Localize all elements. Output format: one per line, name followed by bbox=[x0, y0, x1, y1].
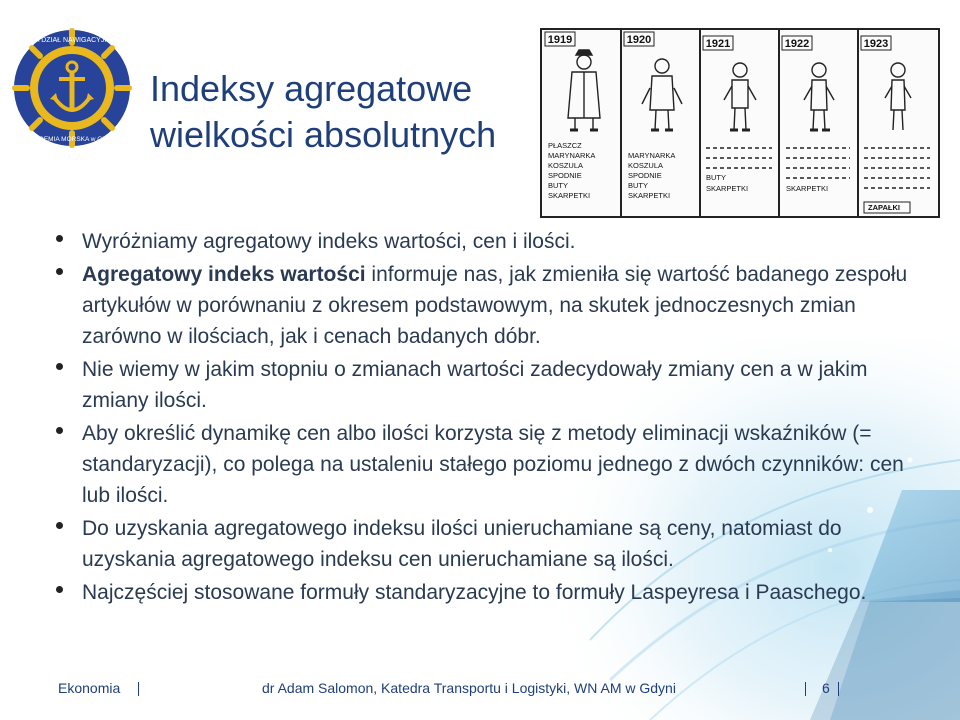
bullet-dot-icon bbox=[56, 586, 63, 593]
bullet-item bbox=[54, 226, 934, 257]
bullet-dot-icon bbox=[56, 235, 63, 242]
footer-divider bbox=[138, 682, 139, 696]
comic-year-1919: 1919 bbox=[547, 34, 573, 46]
bullet-item bbox=[54, 513, 934, 575]
footer-divider bbox=[838, 682, 839, 696]
comic-1920-item-4: BUTY bbox=[628, 181, 649, 190]
comic-year-1923: 1923 bbox=[863, 38, 889, 50]
footer-course-name: Ekonomia bbox=[58, 680, 121, 696]
comic-1921-item-2: SKARPETKI bbox=[706, 184, 749, 193]
slide-footer bbox=[0, 672, 960, 702]
comic-year-1920: 1920 bbox=[626, 34, 652, 46]
footer-page-number: 6 bbox=[822, 680, 830, 696]
comic-1919-item-4: SPODNIE bbox=[548, 171, 582, 180]
bullet-item bbox=[54, 577, 934, 608]
comic-1922-item-1: SKARPETKI bbox=[786, 184, 829, 193]
comic-1919-item-6: SKARPETKI bbox=[548, 191, 591, 200]
footer-author: dr Adam Salomon, Katedra Transportu i Logistyki, WN AM w Gdyni bbox=[262, 680, 676, 696]
bullet-dot-icon bbox=[56, 268, 63, 275]
comic-year-1922: 1922 bbox=[784, 38, 810, 50]
comic-1919-item-2: MARYNARKA bbox=[548, 151, 596, 160]
comic-1920-item-3: SPODNIE bbox=[628, 171, 662, 180]
bullet-text: Do uzyskania agregatowego indeksu ilości unieruchamiane są ceny, natomiast do uzyskania agregatowego indeksu cen unieruchamiane są ilości. bbox=[82, 517, 842, 571]
title-line-2: wielkości absolutnych bbox=[150, 114, 497, 155]
bullet-text: Agregatowy indeks wartości informuje nas, jak zmieniła się wartość badanego zespołu artykułów w porównaniu z okresem podstawowym, na skutek jednoczesnych zmian zarówno w ilościach, jak i cenach badanych dóbr. bbox=[82, 263, 908, 348]
comic-1919-item-3: KOSZULA bbox=[548, 161, 584, 170]
comic-1920-item-5: SKARPETKI bbox=[628, 191, 671, 200]
bullet-dot-icon bbox=[56, 363, 63, 370]
comic-1919-item-1: PŁASZCZ bbox=[548, 141, 582, 150]
bullet-text: Aby określić dynamikę cen albo ilości korzysta się z metody eliminacji wskaźników (= standaryzacji), co polega na ustaleniu stałego poziomu jednego z dwóch czynników: cen lub ilości. bbox=[82, 422, 904, 507]
slide-title bbox=[150, 66, 530, 158]
comic-1919-item-5: BUTY bbox=[548, 181, 569, 190]
bullet-item bbox=[54, 418, 934, 511]
footer-divider bbox=[805, 682, 806, 696]
logo-ring-bottom-text: AKADEMIA MORSKA w GDYNI bbox=[26, 136, 118, 143]
bullet-list bbox=[54, 226, 934, 610]
bullet-item bbox=[54, 259, 934, 352]
bullet-dot-icon bbox=[56, 427, 63, 434]
comic-1920-item-2: KOSZULA bbox=[628, 161, 664, 170]
title-line-1: Indeksy agregatowe bbox=[150, 68, 473, 109]
bullet-text: Wyróżniamy agregatowy indeks wartości, cen i ilości. bbox=[82, 230, 576, 253]
bullet-text: Najczęściej stosowane formuły standaryzacyjne to formuły Laspeyresa i Paaschego. bbox=[82, 581, 867, 604]
comic-1920-item-1: MARYNARKA bbox=[628, 151, 676, 160]
inflation-comic-strip bbox=[540, 28, 940, 218]
bullet-item bbox=[54, 354, 934, 416]
comic-1923-label: ZAPAŁKI bbox=[868, 203, 900, 212]
comic-1921-item-1: BUTY bbox=[706, 173, 727, 182]
comic-year-1921: 1921 bbox=[705, 38, 731, 50]
bullet-text: Nie wiemy w jakim stopniu o zmianach wartości zadecydowały zmiany cen a w jakim zmiany ilości. bbox=[82, 358, 868, 412]
bullet-dot-icon bbox=[56, 522, 63, 529]
comic-figures bbox=[568, 50, 911, 130]
logo-ring-top-text: WYDZIAŁ NAWIGACYJNY bbox=[29, 37, 115, 44]
academy-logo bbox=[11, 27, 133, 149]
